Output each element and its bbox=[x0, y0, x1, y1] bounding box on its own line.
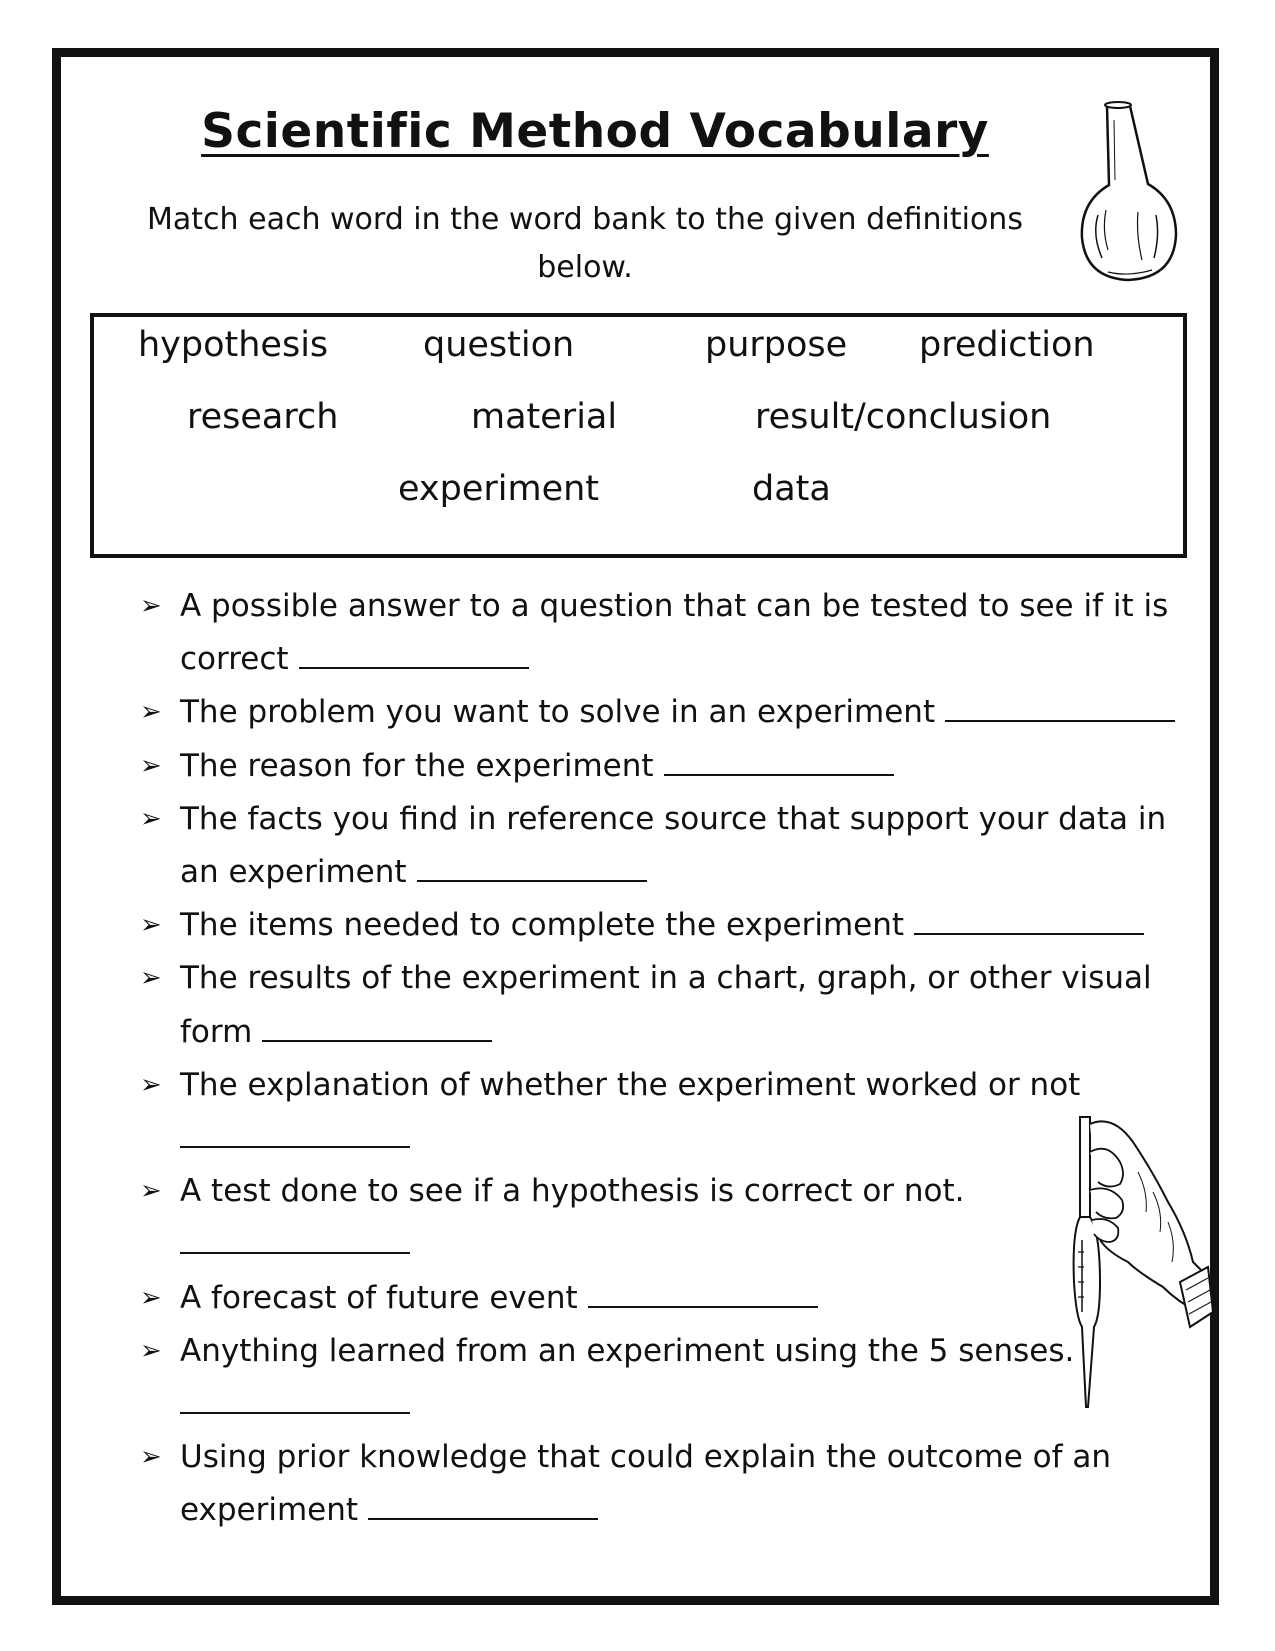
definition-item bbox=[140, 1059, 1210, 1165]
definition-item bbox=[140, 1325, 1210, 1431]
flask-icon bbox=[1078, 100, 1188, 285]
definition-item bbox=[140, 952, 1210, 1058]
word-bank bbox=[90, 313, 1187, 558]
bullet-arrow-icon: ➢ bbox=[140, 1282, 162, 1313]
worksheet-title: Scientific Method Vocabulary bbox=[201, 104, 989, 159]
word-bank-item: prediction bbox=[919, 325, 1095, 365]
bullet-arrow-icon: ➢ bbox=[140, 1176, 162, 1207]
bullet-arrow-icon: ➢ bbox=[140, 750, 162, 781]
bullet-arrow-icon: ➢ bbox=[140, 910, 162, 941]
bullet-arrow-icon: ➢ bbox=[140, 1335, 162, 1366]
definition-text: A test done to see if a hypothesis is correct or not. bbox=[180, 1173, 965, 1210]
definition-text: The explanation of whether the experiment worked or not bbox=[180, 1066, 1081, 1103]
definitions-list bbox=[140, 580, 1210, 1538]
answer-blank[interactable] bbox=[417, 850, 647, 882]
definition-item bbox=[140, 1431, 1210, 1537]
word-bank-item: research bbox=[187, 397, 339, 437]
bullet-arrow-icon: ➢ bbox=[140, 963, 162, 994]
definition-item bbox=[140, 899, 1210, 952]
answer-blank[interactable] bbox=[180, 1116, 410, 1148]
answer-blank[interactable] bbox=[368, 1488, 598, 1520]
word-bank-item: experiment bbox=[398, 469, 600, 509]
word-bank-item: data bbox=[752, 469, 831, 509]
definition-item bbox=[140, 686, 1210, 739]
bullet-arrow-icon: ➢ bbox=[140, 591, 162, 621]
definition-item bbox=[140, 1165, 1210, 1271]
word-bank-item: purpose bbox=[705, 325, 848, 365]
pipette-hand-icon bbox=[1068, 1112, 1213, 1412]
word-bank-item: result/conclusion bbox=[755, 397, 1052, 437]
definition-item bbox=[140, 1272, 1210, 1325]
word-bank-item: question bbox=[423, 325, 575, 365]
answer-blank[interactable] bbox=[180, 1382, 410, 1414]
answer-blank[interactable] bbox=[664, 744, 894, 776]
answer-blank[interactable] bbox=[914, 903, 1144, 935]
bullet-arrow-icon: ➢ bbox=[140, 1069, 162, 1100]
bullet-arrow-icon: ➢ bbox=[140, 803, 162, 834]
definition-item bbox=[140, 793, 1210, 899]
definition-text: Using prior knowledge that could explain the outcome of an experiment bbox=[180, 1439, 1112, 1529]
definition-text: Anything learned from an experiment using the 5 senses. bbox=[180, 1332, 1075, 1369]
definition-item bbox=[140, 740, 1210, 793]
answer-blank[interactable] bbox=[262, 1010, 492, 1042]
word-bank-item: material bbox=[471, 397, 618, 437]
answer-blank[interactable] bbox=[945, 690, 1175, 722]
definition-text: The reason for the experiment bbox=[180, 747, 654, 784]
definition-text: The results of the experiment in a chart, graph, or other visual form bbox=[180, 960, 1152, 1050]
definition-text: A possible answer to a question that can be tested to see if it is correct bbox=[180, 588, 1169, 678]
definition-text: A forecast of future event bbox=[180, 1279, 578, 1316]
answer-blank[interactable] bbox=[299, 637, 529, 669]
word-bank-item: hypothesis bbox=[138, 325, 329, 365]
definition-text: The problem you want to solve in an experiment bbox=[180, 694, 936, 731]
answer-blank[interactable] bbox=[588, 1276, 818, 1308]
bullet-arrow-icon: ➢ bbox=[140, 1442, 162, 1473]
definition-text: The facts you find in reference source that support your data in an experiment bbox=[180, 800, 1167, 891]
instructions: Match each word in the word bank to the given definitions below. bbox=[147, 202, 1023, 285]
bullet-arrow-icon: ➢ bbox=[140, 697, 162, 728]
definition-item bbox=[140, 580, 1210, 686]
definition-text: The items needed to complete the experiment bbox=[180, 907, 905, 944]
answer-blank[interactable] bbox=[180, 1222, 410, 1254]
